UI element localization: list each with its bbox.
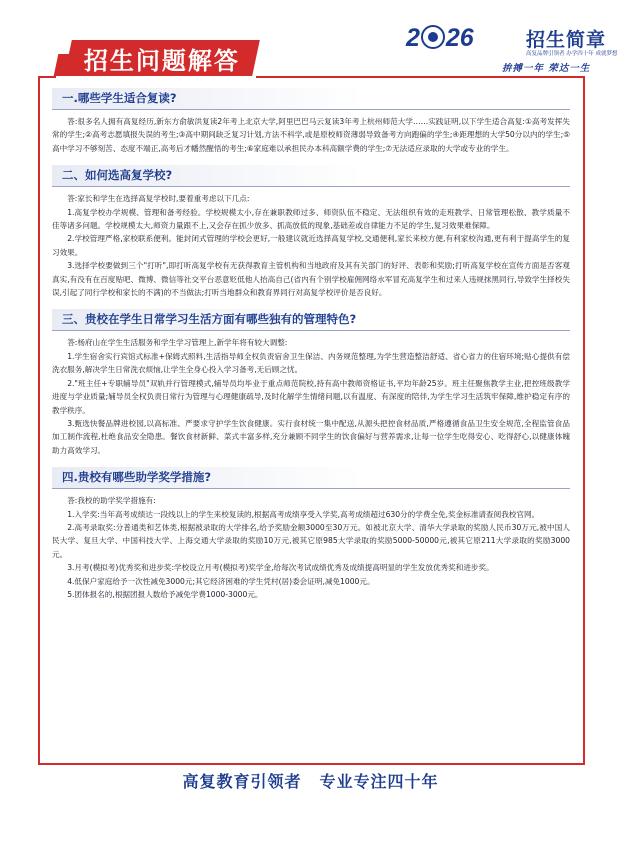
faq-content: [52, 88, 570, 611]
brand-year: 2 26: [406, 24, 474, 52]
faq-section-3: [52, 309, 570, 457]
brand-motto: 拚搏一年 荣达一生: [502, 63, 591, 74]
faq-section-4: [52, 467, 570, 601]
page-title: 招生问题解答: [84, 46, 240, 75]
section-paragraph: 2.学校管理严格,家校联系便利。能封闭式管理的学校会更好,一般建议就近选择高复学校,交通便利,家长来校方便,有利家校沟通,更有利于提高学生的复习效果。: [52, 234, 570, 257]
section-paragraph: 3.甄选快餐品牌进校园,以高标准、严要求守护学生饮食健康。实行食材统一集中配送,从源头把控食材品质,严格遵循食品卫生安全规范,全程监管食品加工制作流程,杜绝食品安全隐患。餐饮食材新鲜、菜式丰富多样,充分兼顾不同学生的饮食偏好与营养需求,让每一位学生吃得安心、吃得舒心,以健康体魄助力高效学习。: [52, 418, 570, 455]
section-paragraph: 3.月考(模拟考)优秀奖和进步奖:学校设立月考(模拟考)奖学金,给每次考试成绩优秀及成绩提高明显的学生发放优秀奖和进步奖。: [67, 563, 494, 573]
section-title: 四.贵校有哪些助学奖学措施?: [52, 467, 570, 489]
section-paragraph: 5.团体报名的,根据团报人数给予减免学费1000-3000元。: [67, 589, 263, 599]
faq-section-1: [52, 88, 570, 155]
section-paragraph: 3.选择学校要做到三个"打听",即打听高复学校有无获得教育主管机构和当地政府及其有关部门的好评、表彰和奖励;打听高复学校在宣传方面是否客观真实,有没有在百度贴吧、微博、微信等社交平台恶意贬低他人抬高自己(省内有个别学校雇佣网络水军冒充高复学生和过来人违规抹黑同行,导致学生择校失误,引起了同行学校和家长的不满)的不当做法;打听当地群众和教育界同行对高复学校评价是否良好。: [52, 261, 570, 298]
section-paragraph: 1.学生宿舍实行宾馆式标准+保姆式照料,生活指导师全权负责宿舍卫生保洁、内务规范整理,为学生营造整洁舒适、省心省力的住宿环境;贴心提供有偿洗衣服务,解决学生日常洗衣烦恼,让学生全身心投入学习备考,无后顾之忧。: [52, 351, 570, 375]
brand-name: 招生简章: [526, 29, 607, 51]
footer-slogan-left: 高复教育引领者: [182, 771, 302, 791]
section-paragraph: 答:我校的助学奖学措施有:: [67, 496, 156, 506]
section-title: 一.哪些学生适合复读?: [52, 88, 570, 110]
section-paragraph: 1.高复学校办学规模、管理和备考经验。学校规模太小,存在兼职教师过多、师资队伍不稳定、无法组织有效的走班教学、日常管理松散、教学质量不佳等诸多问题。学校规模太大,师资力量跟不上,又会存在抓少放多、抓高放低的现象,基础差或自律能力不足的学生,复习效果难保障。: [52, 207, 570, 231]
section-paragraph: 答:很多名人拥有高复经历,新东方俞敏洪复读2年考上北京大学,阿里巴巴马云复读3年考上杭州师范大学……实践证明,以下学生适合高复:①高考发挥失常的学生;②高考志愿填报失误的考生;③高中期间缺乏复习计划,方法不科学,或是原校师资薄弱导致备考方向跑偏的学生;④距理想的大学50分以内的学生;⑤高中学习不够刻苦、态度不端正,高考后才幡然醒悟的考生;⑥家庭难以承担民办本科高额学费的学生;⑦无法适应录取的大学或专业的学生。: [52, 117, 570, 153]
footer-slogan-right: 专业专注四十年: [319, 771, 439, 791]
section-title: 三、贵校在学生日常学习生活方面有哪些独有的管理特色?: [52, 309, 570, 331]
section-paragraph: 2."班主任+专职辅导员"双轨并行管理模式,辅导员均毕业于重点师范院校,持有高中教师资格证书,平均年龄25岁。班主任聚焦教学主业,把控班级教学进度与学业质量;辅导员全权负责日常行为管理与心理健康疏导,及时化解学生情绪问题,以有温度、有深度的陪伴,为学生学习生活筑牢保障,维护稳定有序的教学秩序。: [52, 378, 570, 415]
page-footer: [0, 765, 621, 795]
section-paragraph: 1.入学奖:当年高考成绩达一段线以上的学生来校复读的,根据高考成绩享受入学奖,高考成绩超过630分的学费全免,奖金标准请查阅我校官网。: [67, 509, 540, 519]
brand-subtitle: 高复品牌引领者 办学四十年 成就梦想: [526, 51, 618, 57]
title-banner: [64, 40, 260, 76]
brand-logo: [406, 24, 618, 76]
section-paragraph: 答:家长和学生在选择高复学校时,要着重考虑以下几点:: [67, 194, 250, 204]
section-paragraph: 4.低保户家庭给予一次性减免3000元;其它经济困难的学生凭村(居)委会证明,减免1000元。: [67, 576, 375, 586]
section-paragraph: 答:杨府山在学生生活服务和学生学习管理上,新学年将有较大调整:: [67, 338, 288, 348]
page-header: [0, 0, 621, 80]
seal-icon: [421, 25, 445, 49]
section-paragraph: 2.高考录取奖:分普通类和艺体类,根据被录取的大学排名,给予奖励金额3000至30万元。如被北京大学、清华大学录取的奖励人民币30万元,被中国人民大学、复旦大学、中国科技大学、上海交通大学录取的奖励10万元,被其它原985大学录取的奖励5000-50000元,被其它原211大学录取的奖励3000元。: [52, 522, 570, 559]
faq-section-2: [52, 165, 570, 299]
section-title: 二、如何选高复学校?: [52, 165, 570, 187]
